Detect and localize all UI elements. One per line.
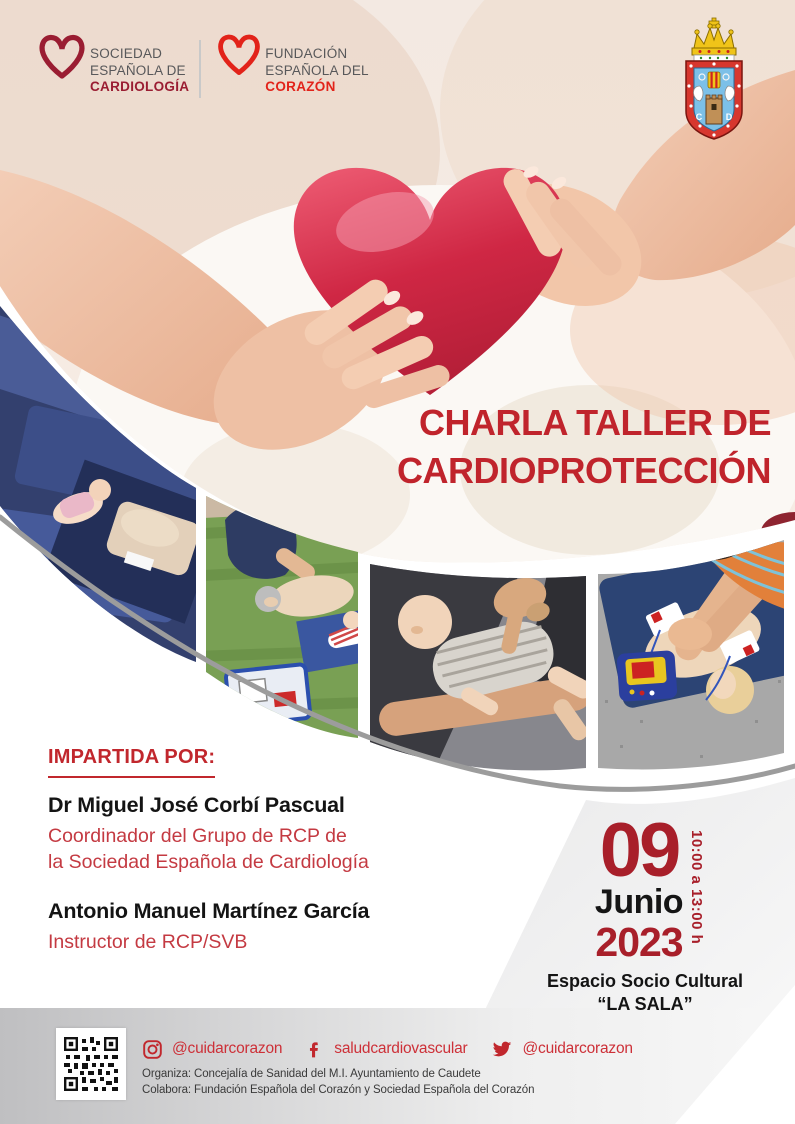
event-time: 10:00 a 13:00 h <box>688 830 705 945</box>
speaker1-role-line2: la Sociedad Española de Cardiología <box>48 851 369 873</box>
sec-line1: SOCIEDAD <box>90 46 163 61</box>
qr-code-icon <box>62 1035 120 1093</box>
sec-logo-text <box>90 46 189 96</box>
instagram-icon <box>142 1039 163 1060</box>
social-facebook <box>306 1040 467 1059</box>
instagram-handle: @cuidarcorazon <box>172 1040 283 1057</box>
caudete-crest-icon <box>664 16 764 141</box>
sec-heart-icon <box>36 28 88 86</box>
social-row <box>142 1038 633 1060</box>
event-day: 09 <box>599 808 679 893</box>
facebook-handle: saludcardiovascular <box>334 1040 468 1057</box>
fec-logo-text <box>265 46 368 96</box>
social-instagram <box>142 1039 282 1060</box>
speakers-section <box>48 746 468 955</box>
qr-code <box>56 1028 126 1100</box>
fec-heart-icon <box>215 28 263 82</box>
caudete-crest <box>664 16 764 146</box>
twitter-icon <box>491 1038 513 1060</box>
training-photo-compressions <box>595 526 795 775</box>
fec-line2: ESPAÑOLA DEL <box>265 62 369 78</box>
fec-line3: CORAZÓN <box>265 79 336 94</box>
fec-logo <box>215 28 368 96</box>
sec-line2: ESPAÑOLA DE <box>90 62 186 78</box>
venue-line1: Espacio Socio Cultural <box>546 971 744 991</box>
event-year: 2023 <box>595 918 683 965</box>
speaker2-name: Antonio Manuel Martínez García <box>48 899 370 923</box>
svg-text:D: D <box>725 112 733 122</box>
sec-line3: CARDIOLOGÍA <box>90 79 190 94</box>
logo-bar <box>36 28 369 98</box>
twitter-handle: @cuidarcorazon <box>522 1040 633 1057</box>
event-month: Junio <box>594 882 684 921</box>
sec-logo <box>36 28 189 96</box>
speaker1-name: Dr Miguel José Corbí Pascual <box>48 793 345 817</box>
venue-line2: “LA SALA” <box>597 994 693 1014</box>
speaker2-role: Instructor de RCP/SVB <box>48 931 248 953</box>
logo-divider <box>199 40 201 98</box>
facebook-icon <box>306 1040 325 1059</box>
title-line2: CARDIOPROTECCIÓN <box>396 450 771 491</box>
title-line1: CHARLA TALLER DE <box>419 402 771 443</box>
svg-text:C: C <box>695 112 703 122</box>
speakers-heading: IMPARTIDA POR: <box>48 746 215 778</box>
organiza-line: Organiza: Concejalía de Sanidad del M.I. Ayuntamiento de Caudete <box>142 1068 481 1080</box>
poster-title <box>397 399 771 495</box>
speaker1-role <box>48 823 468 875</box>
event-venue <box>515 970 775 1016</box>
social-twitter <box>491 1038 632 1060</box>
fec-line1: FUNDACIÓN <box>265 46 348 61</box>
credits <box>142 1066 534 1098</box>
colabora-line: Colabora: Fundación Española del Corazón y Sociedad Española del Corazón <box>142 1084 535 1096</box>
speaker1-role-line1: Coordinador del Grupo de RCP de <box>48 825 347 847</box>
